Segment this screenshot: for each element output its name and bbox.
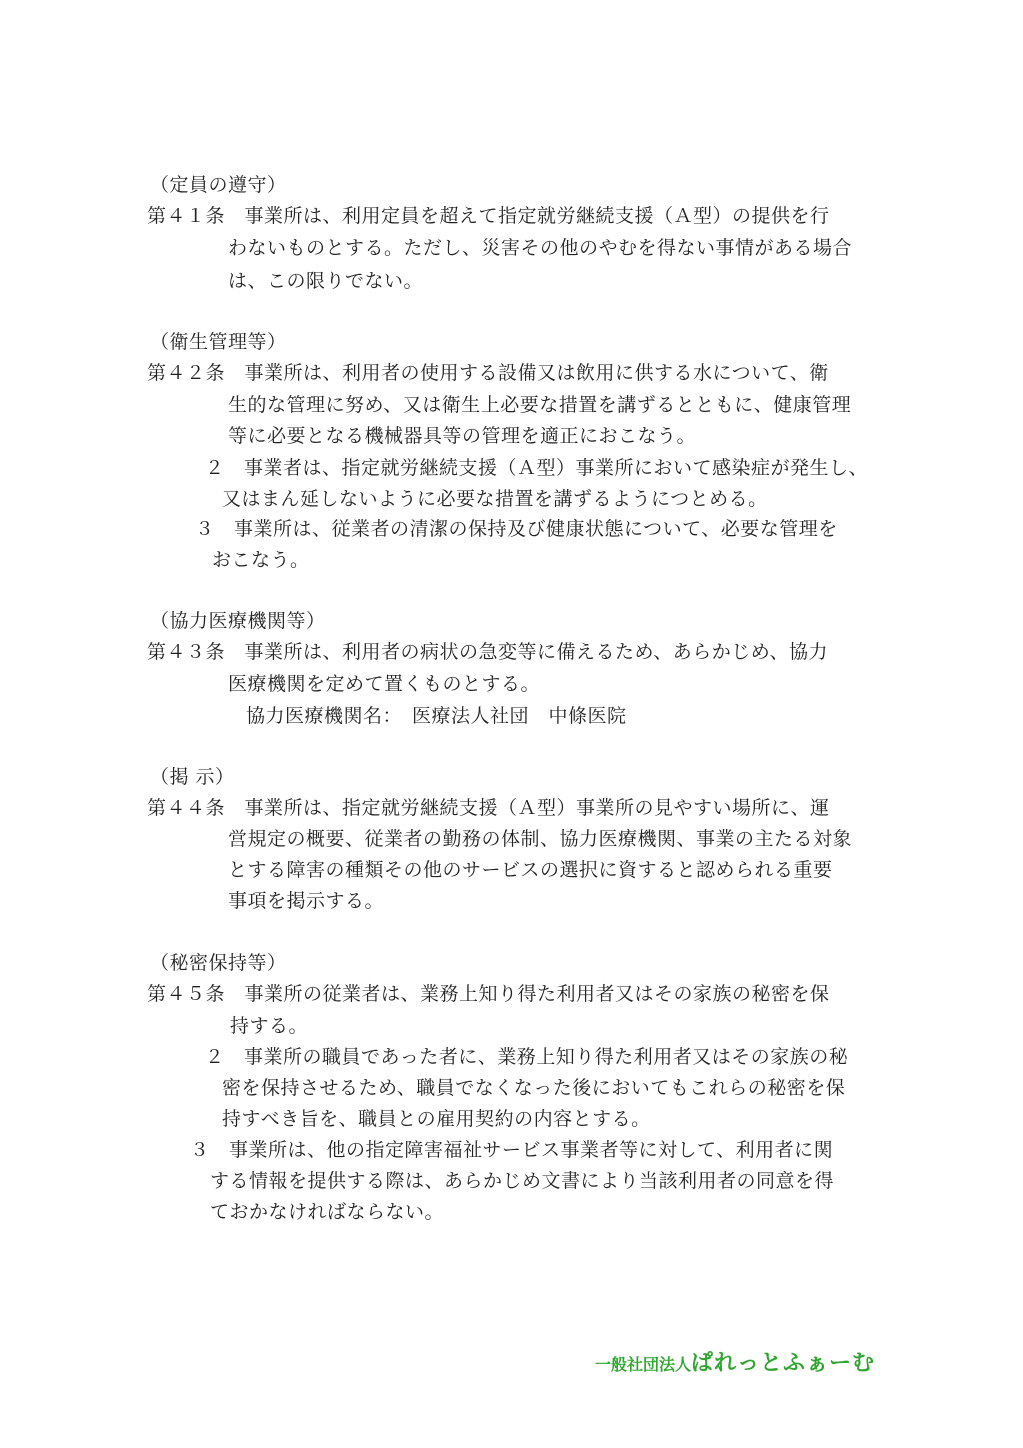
article-45-line: する情報を提供する際は、あらかじめ文書により当該利用者の同意を得 — [210, 1170, 835, 1192]
article-41-line: 第４１条 事業所は、利用定員を超えて指定就労継続支援（Ａ型）の提供を行 — [147, 205, 830, 227]
article-43-line: 医療機関を定めて置くものとする。 — [228, 673, 541, 695]
article-45-paragraph-2: ２ 事業所の職員であった者に、業務上知り得た利用者又はその家族の秘 — [205, 1046, 849, 1068]
article-42-line: おこなう。 — [212, 549, 310, 571]
article-42-line: 生的な管理に努め、又は衛生上必要な措置を講ずるとともに、健康管理 — [228, 394, 852, 416]
article-44-line: 事項を掲示する。 — [228, 890, 385, 912]
article-41-line: は、この限りでない。 — [228, 270, 424, 292]
article-42-paragraph-2: ２ 事業者は、指定就労継続支援（Ａ型）事業所において感染症が発生し、 — [205, 457, 869, 479]
article-45-line: 持する。 — [230, 1015, 309, 1037]
section-heading: （協力医療機関等） — [150, 610, 326, 632]
article-45-line: 持すべき旨を、職員との雇用契約の内容とする。 — [222, 1108, 651, 1130]
section-heading: （秘密保持等） — [150, 952, 287, 974]
cooperating-medical-institution: 協力医療機関名： 医療法人社団 中條医院 — [246, 705, 627, 727]
article-44-line: 第４４条 事業所は、指定就労継続支援（Ａ型）事業所の見やすい場所に、運 — [147, 797, 830, 819]
article-44-line: 営規定の概要、従業者の勤務の体制、協力医療機関、事業の主たる対象 — [228, 828, 853, 850]
article-44-line: とする障害の種類その他のサービスの選択に資すると認められる重要 — [228, 859, 833, 881]
section-heading: （掲 示） — [150, 766, 235, 788]
article-41-line: わないものとする。ただし、災害その他のやむを得ない事情がある場合 — [228, 237, 853, 259]
article-45-line: ておかなければならない。 — [210, 1201, 445, 1223]
article-45-paragraph-3: ３ 事業所は、他の指定障害福祉サービス事業者等に対して、利用者に関 — [190, 1139, 834, 1161]
article-45-line: 密を保持させるため、職員でなくなった後においてもこれらの秘密を保 — [222, 1077, 846, 1099]
organization-footer — [595, 1346, 875, 1377]
section-heading: （定員の遵守） — [150, 174, 287, 196]
article-43-line: 第４３条 事業所は、利用者の病状の急変等に備えるため、あらかじめ、協力 — [147, 641, 828, 663]
section-heading: （衛生管理等） — [150, 331, 287, 353]
article-42-line: 第４２条 事業所は、利用者の使用する設備又は飲用に供する水について、衛 — [147, 362, 829, 384]
article-42-line: 又はまん延しないように必要な措置を講ずるようにつとめる。 — [222, 488, 768, 510]
organization-name: ぱれっとふぁーむ — [690, 1351, 875, 1376]
article-42-line: 等に必要となる機械器具等の管理を適正におこなう。 — [228, 425, 697, 447]
article-45-line: 第４５条 事業所の従業者は、業務上知り得た利用者又はその家族の秘密を保 — [147, 983, 830, 1005]
article-42-paragraph-3: ３ 事業所は、従業者の清潔の保持及び健康状態について、必要な管理を — [195, 518, 838, 540]
organization-type: 一般社団法人 — [594, 1355, 691, 1374]
